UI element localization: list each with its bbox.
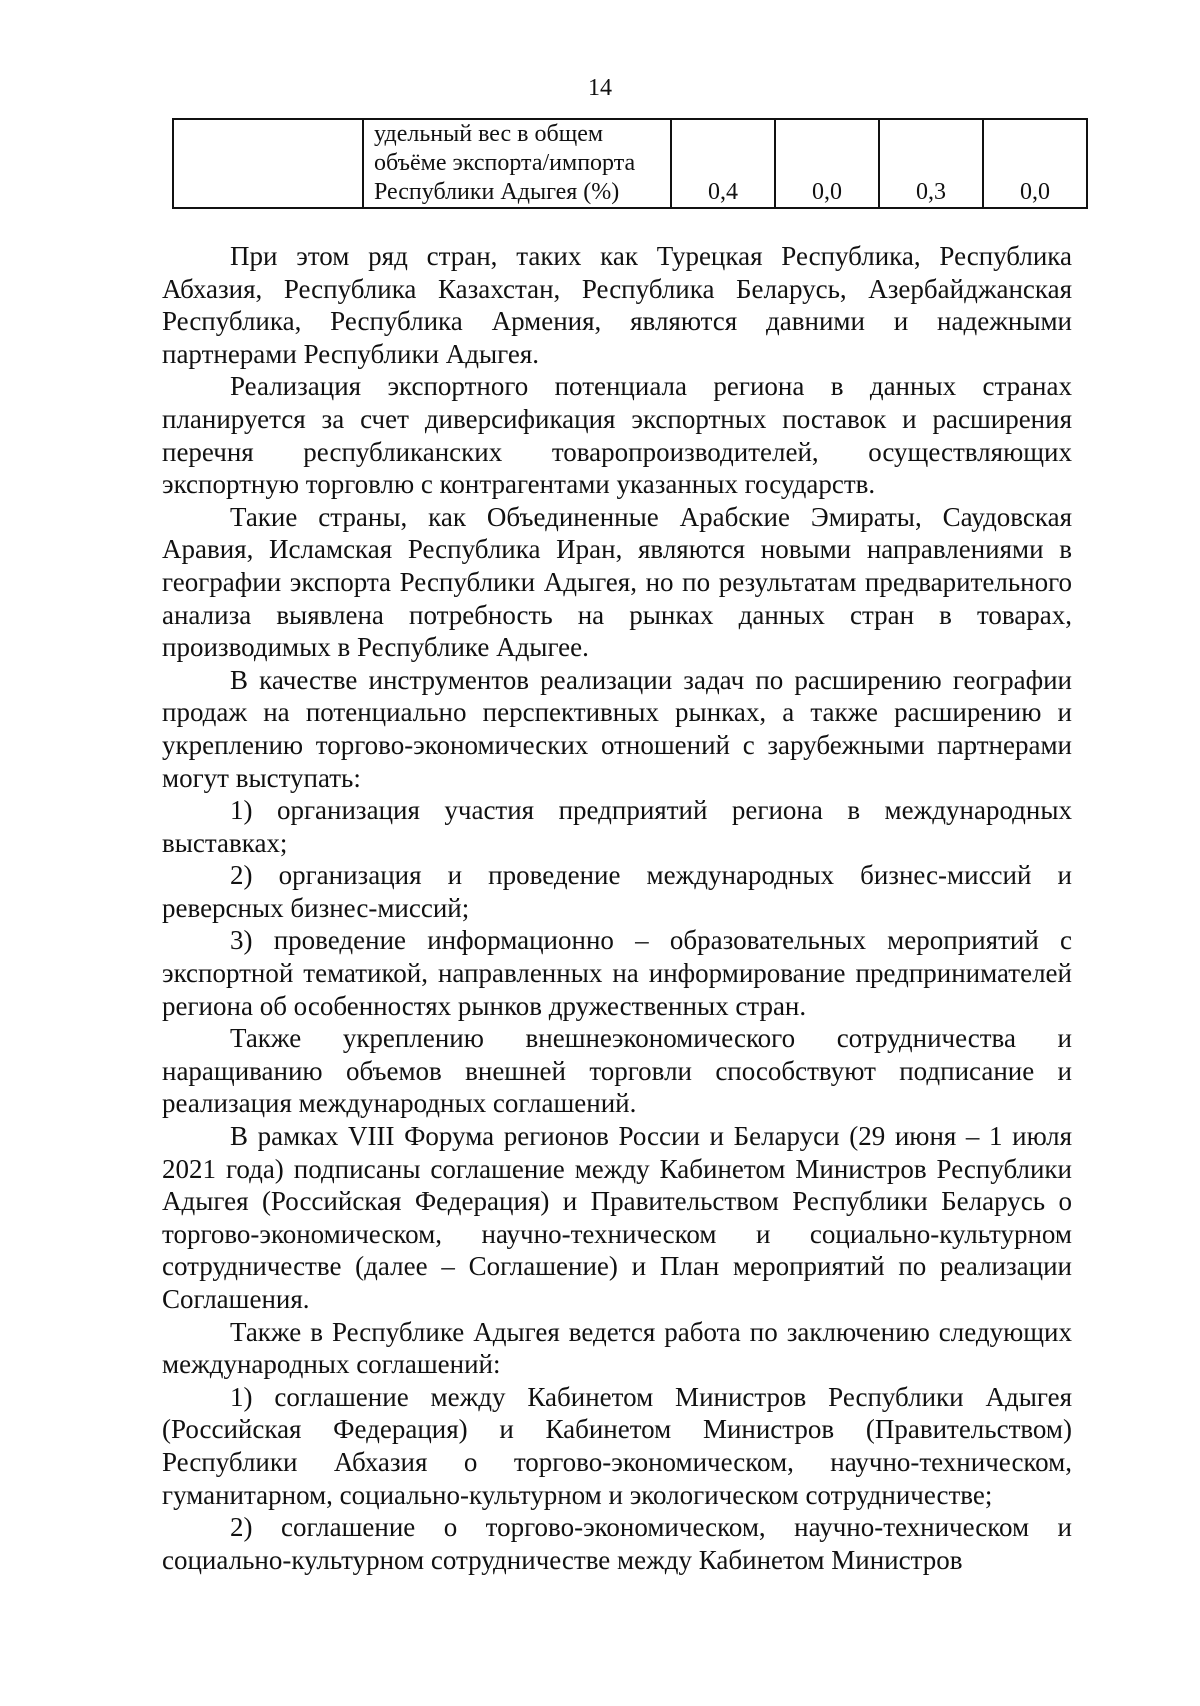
document-body xyxy=(162,240,1072,1576)
table-cell-value: 0,4 xyxy=(671,119,775,208)
paragraph: Также укреплению внешнеэкономического сотрудничества и наращиванию объемов внешней торговли способствуют подписание и реализация международных соглашений. xyxy=(162,1023,1072,1119)
paragraph: Также в Республике Адыгея ведется работа по заключению следующих международных соглашений: xyxy=(162,1316,1072,1380)
data-table-fragment xyxy=(172,118,1088,209)
list-item: 1) соглашение между Кабинетом Министров Республики Адыгея (Российская Федерация) и Кабинетом Министров (Правительством) Республики Абхазия о торгово-экономическом, научно-техническом, гуманитарном, социально-культурном и экологическом сотрудничестве; xyxy=(162,1381,1072,1510)
page-number: 14 xyxy=(588,75,612,101)
list-item: 1) организация участия предприятий региона в международных выставках; xyxy=(162,795,1072,858)
list-item: 3) проведение информационно – образовательных мероприятий с экспортной тематикой, направленных на информирование предпринимателей региона об особенностях рынков дружественных стран. xyxy=(162,925,1072,1021)
list-item: 2) организация и проведение международных бизнес-миссий и реверсных бизнес-миссий; xyxy=(162,860,1072,923)
paragraph: При этом ряд стран, таких как Турецкая Республика, Республика Абхазия, Республика Казахстан, Республика Беларусь, Азербайджанская Республика, Республика Армения, являются давними и надежными партнерами Республики Адыгея. xyxy=(162,241,1072,369)
table-cell-empty xyxy=(173,119,363,208)
list-item: 2) соглашение о торгово-экономическом, научно-техническом и социально-культурном сотрудничестве между Кабинетом Министров xyxy=(162,1512,1072,1575)
table-cell-value: 0,0 xyxy=(983,119,1087,208)
paragraph: В рамках VIII Форума регионов России и Беларуси (29 июня – 1 июля 2021 года) подписаны соглашение между Кабинетом Министров Республики Адыгея (Российская Федерация) и Правительством Республики Беларусь о торгово-экономическом, научно-техническом и социально-культурном сотрудничестве (далее – Соглашение) и План мероприятий по реализации Соглашения. xyxy=(162,1121,1072,1314)
table-row xyxy=(173,119,1087,208)
table-cell-label: удельный вес в общем объёме экспорта/импорта Республики Адыгея (%) xyxy=(363,119,671,208)
paragraph: Реализация экспортного потенциала региона в данных странах планируется за счет диверсификация экспортных поставок и расширения перечня республиканских товаропроизводителей, осуществляющих экспортную торговлю с контрагентами указанных государств. xyxy=(162,371,1072,500)
paragraph: В качестве инструментов реализации задач по расширению географии продаж на потенциально перспективных рынках, а также расширению и укреплению торгово-экономических отношений с зарубежными партнерами могут выступать: xyxy=(162,664,1072,793)
table-cell-value: 0,3 xyxy=(879,119,983,208)
table-cell-value: 0,0 xyxy=(775,119,879,208)
paragraph: Такие страны, как Объединенные Арабские Эмираты, Саудовская Аравия, Исламская Республика Иран, являются новыми направлениями в географии экспорта Республики Адыгея, но по результатам предварительного анализа выявлена потребность на рынках данных стран в товарах, производимых в Республике Адыгее. xyxy=(162,501,1072,663)
